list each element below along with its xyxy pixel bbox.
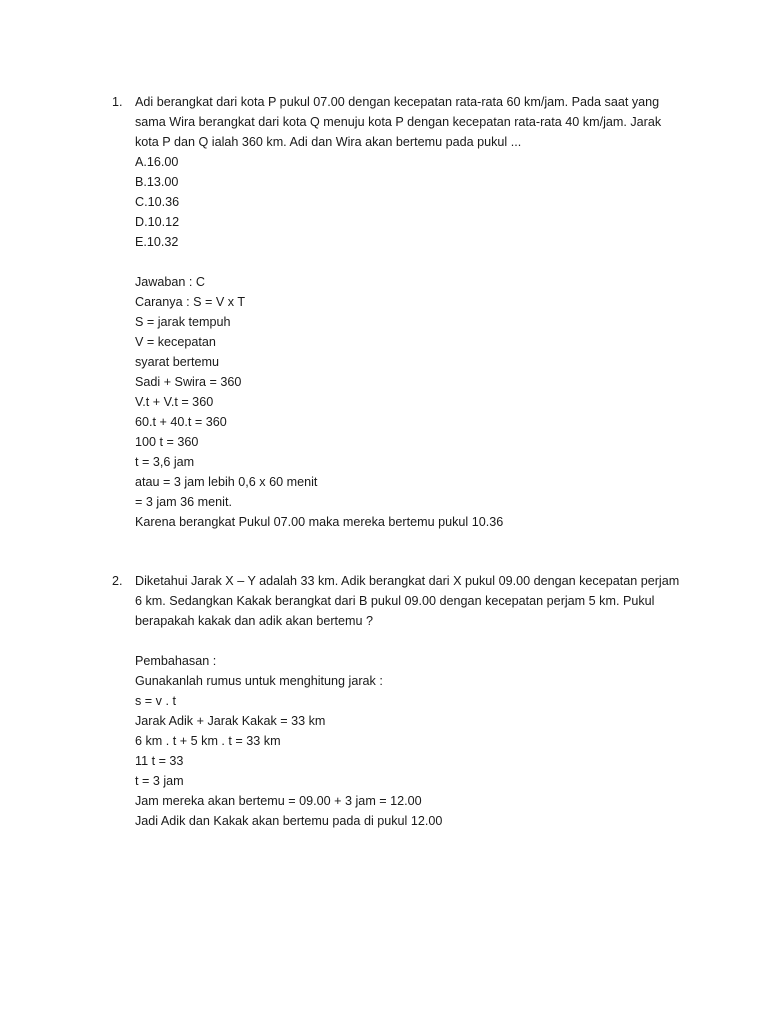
solution-line: 100 t = 360 [135,435,199,449]
solution-line: atau = 3 jam lebih 0,6 x 60 menit [135,475,318,489]
solution-line: Gunakanlah rumus untuk menghitung jarak : [135,674,383,688]
answer-option-e: E.10.32 [135,235,179,249]
question-number: 1. [112,95,123,109]
solution-line: Jam mereka akan bertemu = 09.00 + 3 jam = 12.00 [135,794,422,808]
question-text-line: sama Wira berangkat dari kota Q menuju kota P dengan kecepatan rata-rata 40 km/jam. Jarak [135,115,662,129]
solution-line: 60.t + 40.t = 360 [135,415,227,429]
answer-option-c: C.10.36 [135,195,180,209]
solution-conclusion: Jadi Adik dan Kakak akan bertemu pada di pukul 12.00 [135,814,443,828]
solution-line: S = jarak tempuh [135,315,231,329]
answer-label: Jawaban : C [135,275,206,289]
answer-option-b: B.13.00 [135,175,179,189]
solution-line: Jarak Adik + Jarak Kakak = 33 km [135,714,326,728]
solution-line: V.t + V.t = 360 [135,395,214,409]
solution-line: = 3 jam 36 menit. [135,495,232,509]
question-number: 2. [112,574,123,588]
solution-line: V = kecepatan [135,335,216,349]
solution-line: 6 km . t + 5 km . t = 33 km [135,734,281,748]
question-content [135,571,680,831]
question-content [135,92,680,532]
question-text-line: Adi berangkat dari kota P pukul 07.00 dengan kecepatan rata-rata 60 km/jam. Pada saat yang [135,95,660,109]
solution-line: t = 3 jam [135,774,184,788]
solution-conclusion: Karena berangkat Pukul 07.00 maka mereka bertemu pukul 10.36 [135,515,504,529]
solution-line: t = 3,6 jam [135,455,195,469]
question-text-line: 6 km. Sedangkan Kakak berangkat dari B pukul 09.00 dengan kecepatan perjam 5 km. Pukul [135,594,655,608]
question-text-line: kota P dan Q ialah 360 km. Adi dan Wira akan bertemu pada pukul ... [135,135,522,149]
question-text-line: berapakah kakak dan adik akan bertemu ? [135,614,374,628]
solution-line: syarat bertemu [135,355,219,369]
answer-option-d: D.10.12 [135,215,180,229]
solution-line: s = v . t [135,694,176,708]
solution-line: 11 t = 33 [135,754,184,768]
question-text-line: Diketahui Jarak X – Y adalah 33 km. Adik berangkat dari X pukul 09.00 dengan kecepatan perjam [135,574,680,588]
discussion-label: Pembahasan : [135,654,217,668]
solution-line: Sadi + Swira = 360 [135,375,242,389]
solution-line: Caranya : S = V x T [135,295,246,309]
answer-option-a: A.16.00 [135,155,179,169]
